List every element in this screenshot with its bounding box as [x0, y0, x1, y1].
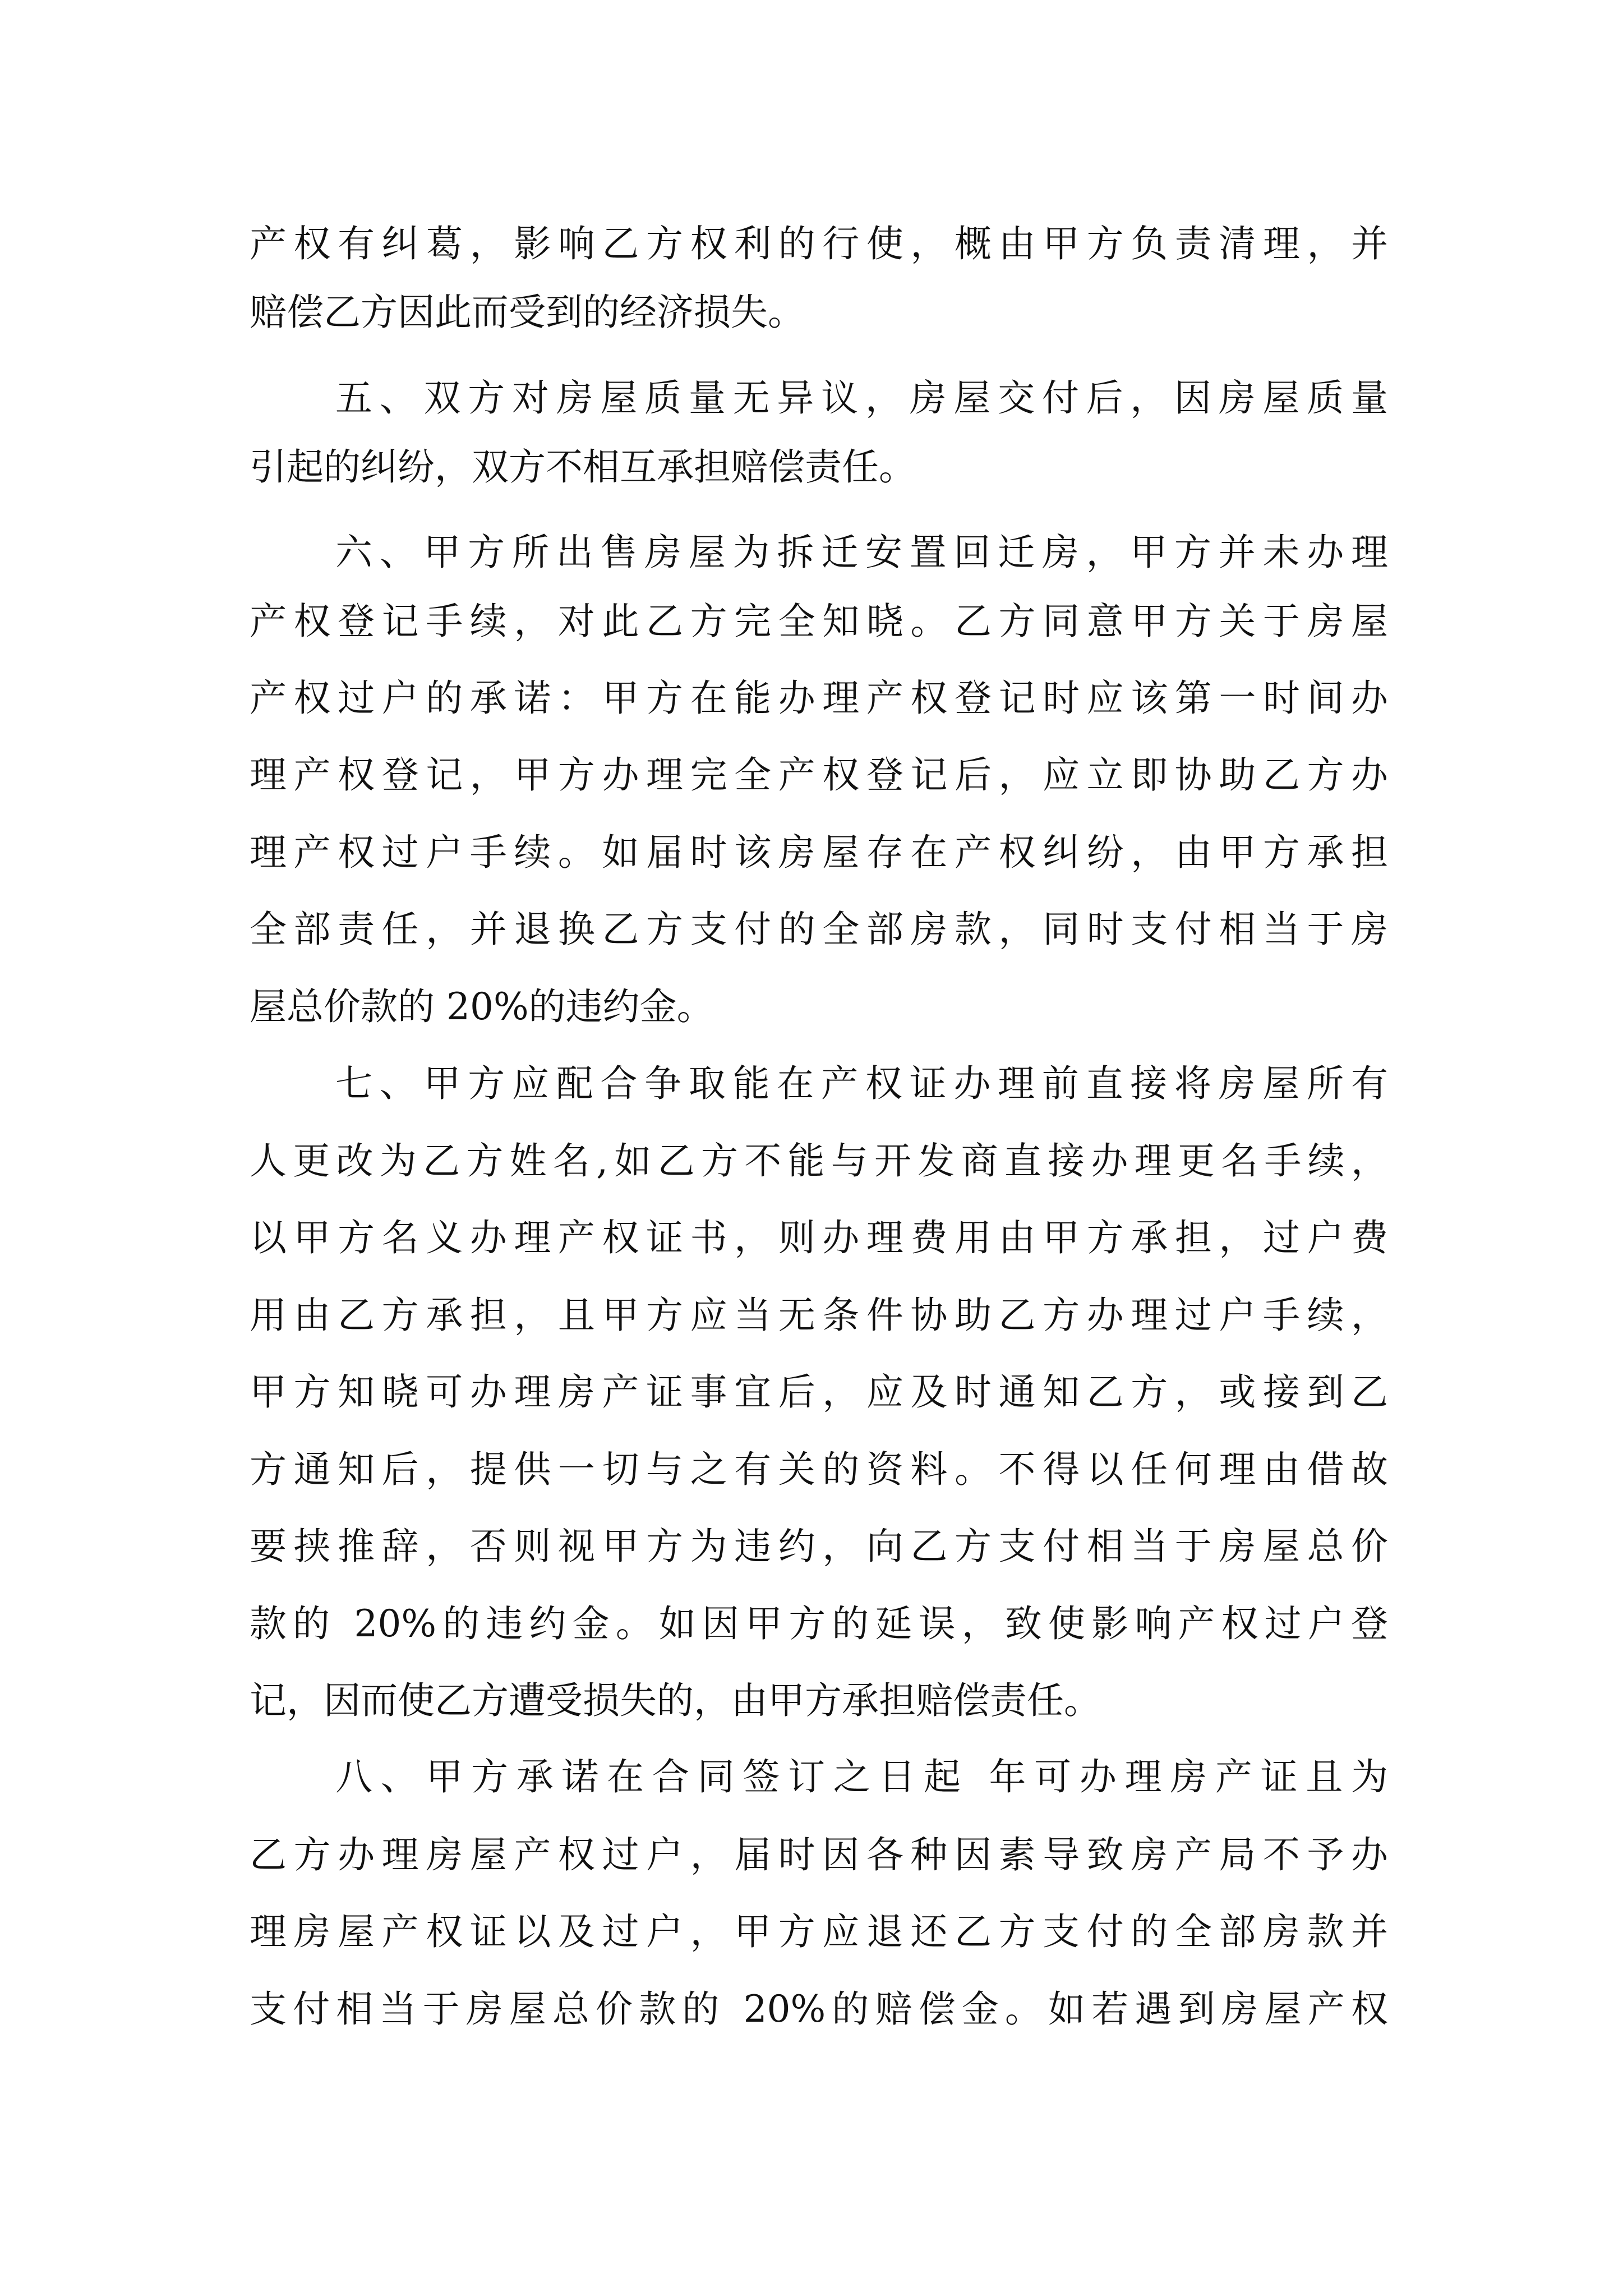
text-line: 要挟推辞，否则视甲方为违约，向乙方支付相当于房屋总价: [250, 1525, 1388, 1568]
text-line: 引起的纠纷，双方不相互承担赔偿责任。: [250, 445, 916, 489]
text-line: 记，因而使乙方遭受损失的，由甲方承担赔偿责任。: [250, 1679, 1101, 1722]
paragraph-5-start: 五、双方对房屋质量无异议，房屋交付后，因房屋质量: [335, 376, 1388, 420]
text-line: 产权有纠葛，影响乙方权利的行使，概由甲方负责清理，并: [250, 222, 1388, 265]
text-line: 用由乙方承担，且甲方应当无条件协助乙方办理过户手续，: [250, 1294, 1388, 1337]
text-line: 甲方知晓可办理房产证事宜后，应及时通知乙方，或接到乙: [250, 1370, 1388, 1414]
text-line: 产权登记手续，对此乙方完全知晓。乙方同意甲方关于房屋: [250, 600, 1388, 643]
text-line: 屋总价款的 20%的违约金。: [250, 985, 714, 1028]
text-line: 理产权登记，甲方办理完全产权登记后，应立即协助乙方办: [250, 753, 1388, 797]
text-line: 人更改为乙方姓名,如乙方不能与开发商直接办理更名手续，: [250, 1139, 1388, 1182]
text-line: 全部责任，并退换乙方支付的全部房款，同时支付相当于房: [250, 908, 1388, 951]
text-line: 产权过户的承诺：甲方在能办理产权登记时应该第一时间办: [250, 677, 1388, 720]
paragraph-6-start: 六、甲方所出售房屋为拆迁安置回迁房，甲方并未办理: [335, 531, 1388, 574]
text-line: 理房屋产权证以及过户，甲方应退还乙方支付的全部房款并: [250, 1910, 1388, 1953]
paragraph-7-start: 七、甲方应配合争取能在产权证办理前直接将房屋所有: [335, 1062, 1388, 1105]
paragraph-8-start: 八、甲方承诺在合同签订之日起 年可办理房产证且为: [335, 1755, 1388, 1798]
text-line: 理产权过户手续。如届时该房屋存在产权纠纷，由甲方承担: [250, 831, 1388, 874]
text-line: 以甲方名义办理产权证书，则办理费用由甲方承担，过户费: [250, 1216, 1388, 1259]
text-line: 款的 20%的违约金。如因甲方的延误，致使影响产权过户登: [250, 1602, 1388, 1645]
text-line: 赔偿乙方因此而受到的经济损失。: [250, 291, 805, 334]
text-line: 乙方办理房屋产权过户，届时因各种因素导致房产局不予办: [250, 1833, 1388, 1876]
text-line: 支付相当于房屋总价款的 20%的赔偿金。如若遇到房屋产权: [250, 1987, 1388, 2031]
text-line: 方通知后，提供一切与之有关的资料。不得以任何理由借故: [250, 1448, 1388, 1491]
